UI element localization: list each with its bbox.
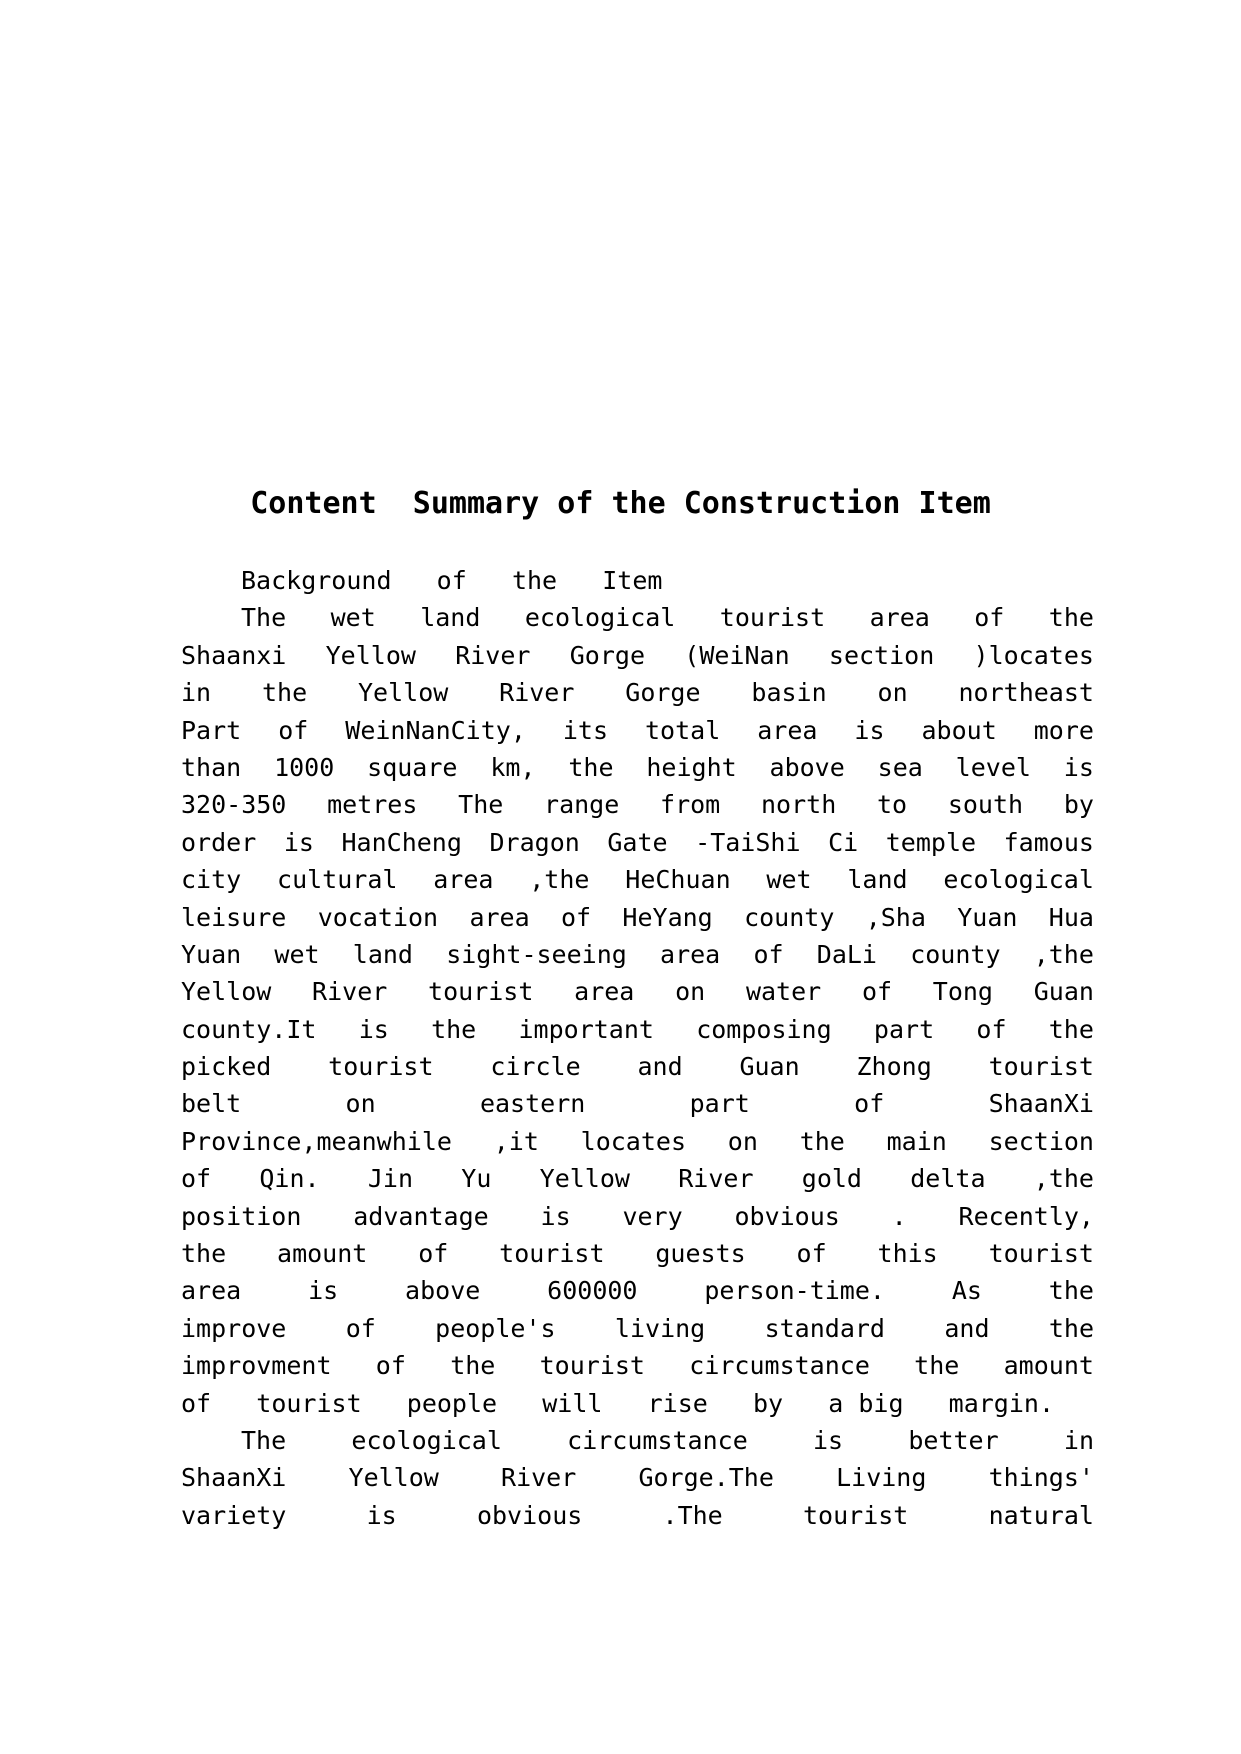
- word: water: [745, 977, 822, 1007]
- word: range: [544, 790, 620, 820]
- word: tourist: [539, 1351, 645, 1381]
- word: is: [308, 1276, 339, 1306]
- word: city: [181, 865, 242, 895]
- word: delta: [910, 1164, 986, 1194]
- word: in: [181, 678, 212, 708]
- word: basin: [751, 678, 827, 708]
- word: of: [436, 566, 512, 595]
- word: of: [560, 902, 592, 932]
- word: ,the: [1033, 1164, 1094, 1194]
- word: 320-350: [181, 790, 287, 820]
- word: temple: [885, 827, 977, 857]
- word: will: [542, 1388, 648, 1418]
- word: Tong: [932, 977, 993, 1007]
- word: than: [181, 752, 242, 782]
- word: the: [799, 1126, 845, 1156]
- word: the: [1048, 1014, 1094, 1044]
- word: Part: [181, 715, 242, 745]
- word: to: [876, 790, 908, 820]
- word: area: [469, 902, 530, 932]
- word: sea: [877, 752, 923, 782]
- word: guests: [655, 1239, 746, 1269]
- word: main: [886, 1126, 947, 1156]
- word: As: [951, 1276, 982, 1306]
- text-line: [181, 674, 1094, 711]
- word: part: [689, 1089, 750, 1119]
- word: and: [944, 1313, 990, 1343]
- word: land: [847, 865, 908, 895]
- word: on: [345, 1089, 376, 1119]
- word: land: [420, 603, 481, 633]
- word: amount: [1003, 1351, 1094, 1381]
- word: section: [828, 640, 935, 670]
- word: Background: [241, 566, 437, 595]
- word: is: [366, 1500, 397, 1530]
- word: of: [974, 603, 1005, 633]
- text-line: [181, 1347, 1094, 1384]
- text-line: [181, 936, 1094, 973]
- word: wet: [766, 865, 812, 895]
- word: of: [753, 939, 784, 969]
- text-line: [181, 599, 1094, 636]
- word: -TaiShi: [695, 827, 801, 857]
- word: by: [1063, 790, 1094, 820]
- word: position: [181, 1201, 302, 1231]
- word: the: [1048, 1276, 1094, 1306]
- text-line: [181, 786, 1094, 823]
- word: Zhong: [856, 1052, 932, 1082]
- word: Guan: [739, 1052, 800, 1082]
- text-line: [181, 1085, 1094, 1122]
- word: the: [511, 566, 603, 595]
- word: The: [458, 790, 504, 820]
- word: about: [921, 715, 997, 745]
- word: )locates: [973, 640, 1094, 670]
- word: HanCheng: [341, 827, 462, 857]
- text-line: [181, 1310, 1094, 1347]
- word: is: [283, 827, 314, 857]
- word: Dragon: [489, 827, 580, 857]
- word: amount: [277, 1239, 368, 1269]
- word: gold: [801, 1164, 862, 1194]
- word: area: [869, 603, 930, 633]
- word: .The: [662, 1500, 723, 1530]
- text-line: [181, 749, 1094, 786]
- word: tourist: [256, 1388, 407, 1418]
- word: is: [813, 1425, 844, 1455]
- word: Yuan: [957, 902, 1018, 932]
- text-line: [181, 1123, 1094, 1160]
- text-line: [181, 1048, 1094, 1085]
- word: on: [727, 1126, 758, 1156]
- word: people: [406, 1388, 543, 1418]
- word: of: [854, 1089, 885, 1119]
- word: Ci: [828, 827, 859, 857]
- word: 1000: [274, 752, 335, 782]
- word: Qin.: [259, 1164, 320, 1194]
- word: Gorge: [569, 640, 645, 670]
- word: height: [646, 752, 737, 782]
- word: River: [499, 678, 575, 708]
- text-line: [181, 824, 1094, 861]
- word: this: [877, 1239, 938, 1269]
- word: section: [988, 1126, 1094, 1156]
- text-line: [181, 861, 1094, 898]
- word: the: [450, 1351, 496, 1381]
- word: south: [947, 790, 1024, 820]
- word: cultural: [277, 865, 398, 895]
- word: ,the: [529, 865, 590, 895]
- word: the: [568, 752, 614, 782]
- text-line: [181, 1497, 1094, 1534]
- word: area: [181, 1276, 242, 1306]
- word: its: [562, 715, 609, 745]
- text-line: [181, 1235, 1094, 1272]
- word: ecological: [943, 865, 1094, 895]
- word: the: [914, 1351, 960, 1381]
- word: and: [637, 1052, 683, 1082]
- document-body: [181, 562, 1094, 1534]
- word: ecological: [351, 1425, 502, 1455]
- word: standard: [764, 1313, 885, 1343]
- word: rise: [647, 1388, 753, 1418]
- word: wet: [274, 939, 320, 969]
- word: area: [574, 977, 635, 1007]
- word: River: [455, 640, 531, 670]
- word: ,the: [1033, 939, 1094, 969]
- word: county: [744, 902, 835, 932]
- text-line: [181, 1422, 1094, 1459]
- text-line: [181, 712, 1094, 749]
- word: Province,meanwhile: [181, 1126, 452, 1156]
- word: square: [367, 752, 458, 782]
- word: northeast: [958, 678, 1094, 708]
- word: of: [278, 715, 309, 745]
- word: ShaanXi: [181, 1463, 287, 1493]
- word: Recently,: [958, 1201, 1094, 1231]
- word: The: [241, 1425, 287, 1455]
- word: ecological: [524, 603, 676, 633]
- word: belt: [181, 1089, 242, 1119]
- word: Hua: [1048, 902, 1094, 932]
- document-title: Content Summary of the Construction Item: [250, 486, 991, 521]
- word: metres: [327, 790, 418, 820]
- word: Gate: [607, 827, 668, 857]
- word: locates: [580, 1126, 687, 1156]
- word: Yellow: [181, 977, 272, 1007]
- word: by: [752, 1388, 829, 1418]
- word: county: [910, 939, 1001, 969]
- text-line: [181, 1011, 1094, 1048]
- word: tourist: [988, 1239, 1094, 1269]
- word: Yuan: [181, 939, 242, 969]
- word: on: [877, 678, 908, 708]
- word: HeChuan: [625, 865, 731, 895]
- word: is: [540, 1201, 571, 1231]
- word: the: [261, 678, 308, 708]
- word: the: [1048, 1313, 1094, 1343]
- word: tourist: [499, 1239, 605, 1269]
- word: WeinNanCity,: [345, 715, 526, 745]
- word: Yu: [461, 1164, 492, 1194]
- word: obvious: [476, 1500, 583, 1530]
- word: on: [675, 977, 706, 1007]
- text-line: [181, 899, 1094, 936]
- word: of: [976, 1014, 1007, 1044]
- word: is: [854, 715, 885, 745]
- word: of: [796, 1239, 827, 1269]
- word: ,Sha: [865, 902, 926, 932]
- word: margin.: [948, 1388, 1055, 1418]
- word: important: [518, 1014, 654, 1044]
- word: tourist: [988, 1052, 1094, 1082]
- word: Gorge.The: [638, 1463, 774, 1493]
- text-line: [181, 1198, 1094, 1235]
- word: River: [312, 977, 388, 1007]
- word: Yellow: [539, 1164, 630, 1194]
- word: tourist: [428, 977, 534, 1007]
- word: (WeiNan: [684, 640, 790, 670]
- word: .: [891, 1201, 907, 1231]
- text-line: [181, 1385, 1094, 1422]
- word: total: [644, 715, 721, 745]
- word: the: [181, 1239, 227, 1269]
- word: Jin: [367, 1164, 414, 1194]
- word: Shaanxi: [181, 640, 287, 670]
- word: Living: [836, 1463, 927, 1493]
- word: level: [955, 752, 1031, 782]
- word: county.It: [181, 1014, 317, 1044]
- word: Guan: [1033, 977, 1094, 1007]
- word: of: [181, 1388, 257, 1418]
- word: is: [358, 1014, 389, 1044]
- word: circumstance: [689, 1351, 870, 1381]
- word: Gorge: [625, 678, 701, 708]
- word: The: [241, 603, 287, 633]
- word: of: [181, 1164, 212, 1194]
- word: DaLi: [816, 939, 877, 969]
- word: very: [622, 1201, 683, 1231]
- word: part: [873, 1014, 935, 1044]
- word: famous: [1003, 827, 1094, 857]
- word: living: [614, 1313, 706, 1343]
- word: in: [1063, 1425, 1094, 1455]
- word: person-time.: [704, 1276, 885, 1306]
- word: natural: [988, 1500, 1094, 1530]
- text-line: [181, 973, 1094, 1010]
- word: the: [431, 1014, 477, 1044]
- word: sight-seeing: [446, 939, 627, 969]
- word: improve: [181, 1313, 287, 1343]
- word: better: [908, 1425, 999, 1455]
- word: is: [1063, 752, 1094, 782]
- word: the: [1048, 603, 1094, 633]
- word: Item: [602, 566, 663, 595]
- word: eastern: [479, 1089, 586, 1119]
- word: circumstance: [567, 1425, 748, 1455]
- word: HeYang: [622, 902, 713, 932]
- word: improvment: [181, 1351, 332, 1381]
- word: obvious: [734, 1201, 840, 1231]
- word: Yellow: [357, 678, 449, 708]
- word: of: [375, 1351, 406, 1381]
- word: order: [181, 827, 257, 857]
- word: River: [501, 1463, 577, 1493]
- word: tourist: [802, 1500, 909, 1530]
- text-line: [181, 562, 1094, 599]
- word: of: [345, 1313, 376, 1343]
- word: land: [352, 939, 413, 969]
- word: composing: [696, 1014, 832, 1044]
- text-line: [181, 1160, 1094, 1197]
- word: wet: [330, 603, 376, 633]
- word: of: [861, 977, 893, 1007]
- word: area: [757, 715, 818, 745]
- word: area: [660, 939, 721, 969]
- word: Yellow: [325, 640, 416, 670]
- word: variety: [181, 1500, 287, 1530]
- text-line: [181, 1272, 1094, 1309]
- word: area: [433, 865, 494, 895]
- word: more: [1033, 715, 1094, 745]
- word: picked: [181, 1052, 272, 1082]
- word: a big: [828, 1388, 949, 1418]
- word: circle: [490, 1052, 581, 1082]
- word: leisure: [181, 902, 287, 932]
- word: tourist: [328, 1052, 434, 1082]
- word: above: [769, 752, 845, 782]
- word: 600000: [547, 1276, 638, 1306]
- word: vocation: [317, 902, 439, 932]
- word: Yellow: [348, 1463, 439, 1493]
- word: advantage: [353, 1201, 489, 1231]
- word: tourist: [719, 603, 826, 633]
- text-line: [181, 1459, 1094, 1496]
- word: above: [405, 1276, 481, 1306]
- word: of: [418, 1239, 449, 1269]
- word: people's: [435, 1313, 556, 1343]
- word: ,it: [493, 1126, 539, 1156]
- word: things': [988, 1463, 1094, 1493]
- text-line: [181, 637, 1094, 674]
- word: River: [678, 1164, 754, 1194]
- word: km,: [490, 752, 536, 782]
- word: north: [760, 790, 837, 820]
- word: ShaanXi: [988, 1089, 1094, 1119]
- word: from: [660, 790, 721, 820]
